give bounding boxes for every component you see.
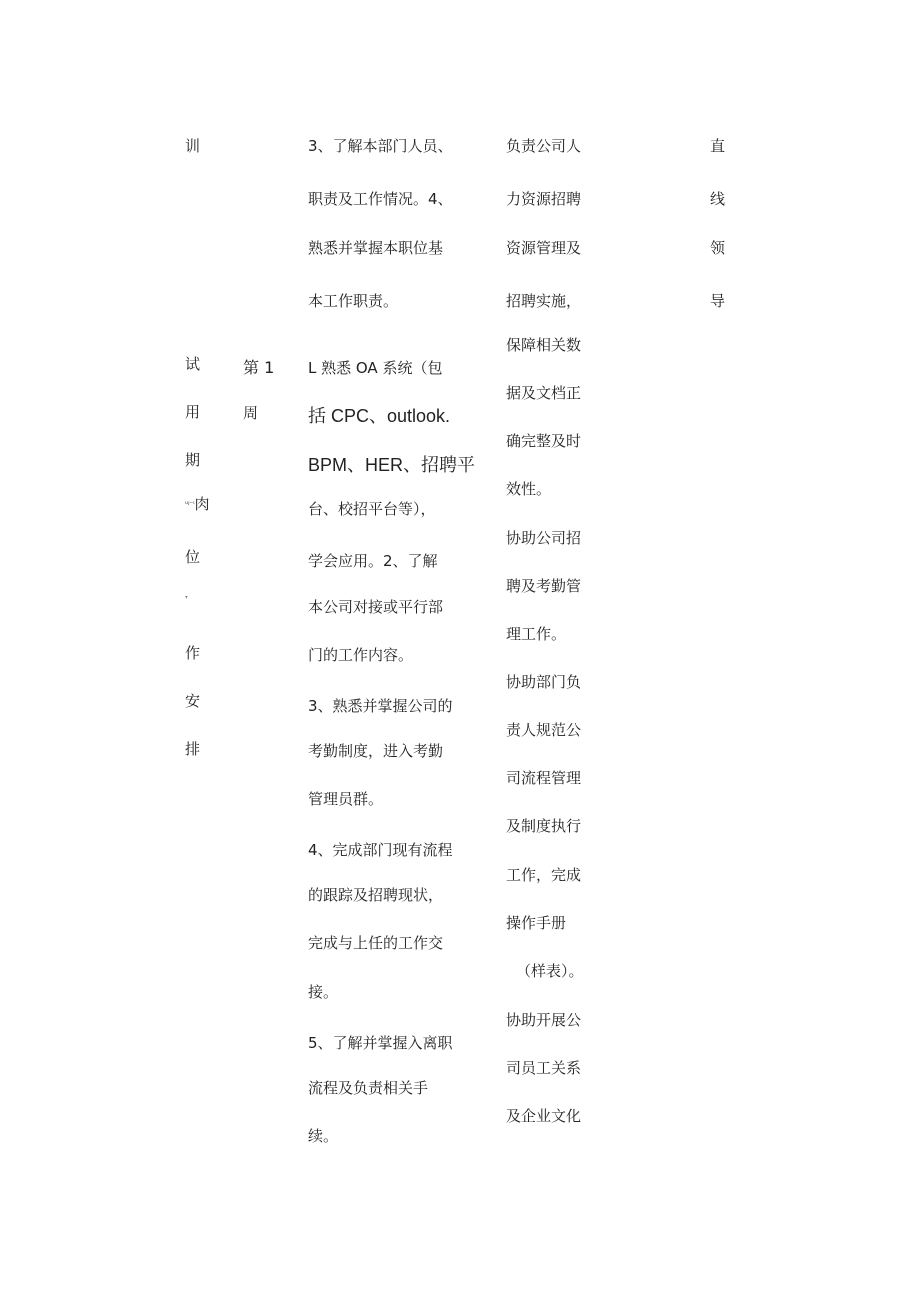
goal-line: 协助开展公 [506,1011,582,1029]
content-line: 接。 [308,983,339,1001]
content-line: 门的工作内容。 [308,646,414,664]
goal-line: 及企业文化 [506,1107,582,1125]
garbled-char: 肉 [194,495,210,513]
goal-line: 操作手册 [506,914,567,932]
supervisor-text: 导 [710,292,726,310]
goal-line: 招聘实施， [506,292,582,310]
goal-line: 聘及考勤管 [506,577,582,595]
stage-text: 期 [185,451,201,469]
stage-text: 安 [185,692,201,710]
content-line: 5、了解并掌握入离职 [308,1034,453,1052]
goal-line: （样表）。 [516,962,584,980]
content-line: 流程及负责相关手 [308,1079,429,1097]
content-line: 考勤制度，进入考勤 [308,742,444,760]
content-line: 职责及工作情况。4、 [308,190,453,208]
content-line: 管理员群。 [308,790,384,808]
supervisor-text: 线 [710,190,726,208]
content-line: 学会应用。2、了解 [308,552,438,570]
goal-line: 负责公司人 [506,137,582,155]
goal-line: 保障相关数 [506,336,582,354]
goal-line: 协助公司招 [506,529,582,547]
stage-mark: ᵀ [185,595,188,603]
goal-line: 及制度执行 [506,817,582,835]
goal-line: 司员工关系 [506,1059,582,1077]
goal-line: 工作，完成 [506,866,582,884]
stage-text: 作 [185,644,201,662]
supervisor-text: 领 [710,239,726,257]
content-line: 3、熟悉并掌握公司的 [308,697,453,715]
goal-line: 责人规范公 [506,721,582,739]
content-line: 3、了解本部门人员、 [308,137,453,155]
content-line: 4、完成部门现有流程 [308,841,453,859]
content-line: BPM、HER、招聘平 [308,455,476,475]
content-line: 的跟踪及招聘现状， [308,886,444,904]
stage-text: 用 [185,403,201,421]
goal-line: 据及文档正 [506,384,582,402]
goal-line: 司流程管理 [506,769,582,787]
content-line: 完成与上任的工作交 [308,934,444,952]
stage-text: 试 [185,355,201,373]
content-line: 本工作职责。 [308,292,399,310]
goal-line: 理工作。 [506,625,567,643]
goal-line: 确完整及时 [506,432,582,450]
goal-line: 协助部门负 [506,673,582,691]
goal-line: 效性。 [506,480,552,498]
garbled-glyph: ᵁᴶ⁻ᴵ [185,500,195,509]
content-line: L 熟悉 OA 系统（包 [308,359,443,377]
stage-text-garbled [185,494,210,514]
content-line: 台、校招平台等）， [308,500,436,518]
supervisor-text: 直 [710,137,726,155]
content-line: 续。 [308,1127,339,1145]
content-line: 括 CPC、outlook. [308,406,451,426]
stage-text: 排 [185,740,201,758]
goal-line: 力资源招聘 [506,190,582,208]
stage-text: 训 [185,137,201,155]
week-label: 周 [243,404,259,422]
week-label: 第 1 [243,358,275,377]
content-line: 熟悉并掌握本职位基 [308,239,444,257]
goal-line: 资源管理及 [506,239,582,257]
content-line: 本公司对接或平行部 [308,598,444,616]
stage-text: 位 [185,548,201,566]
